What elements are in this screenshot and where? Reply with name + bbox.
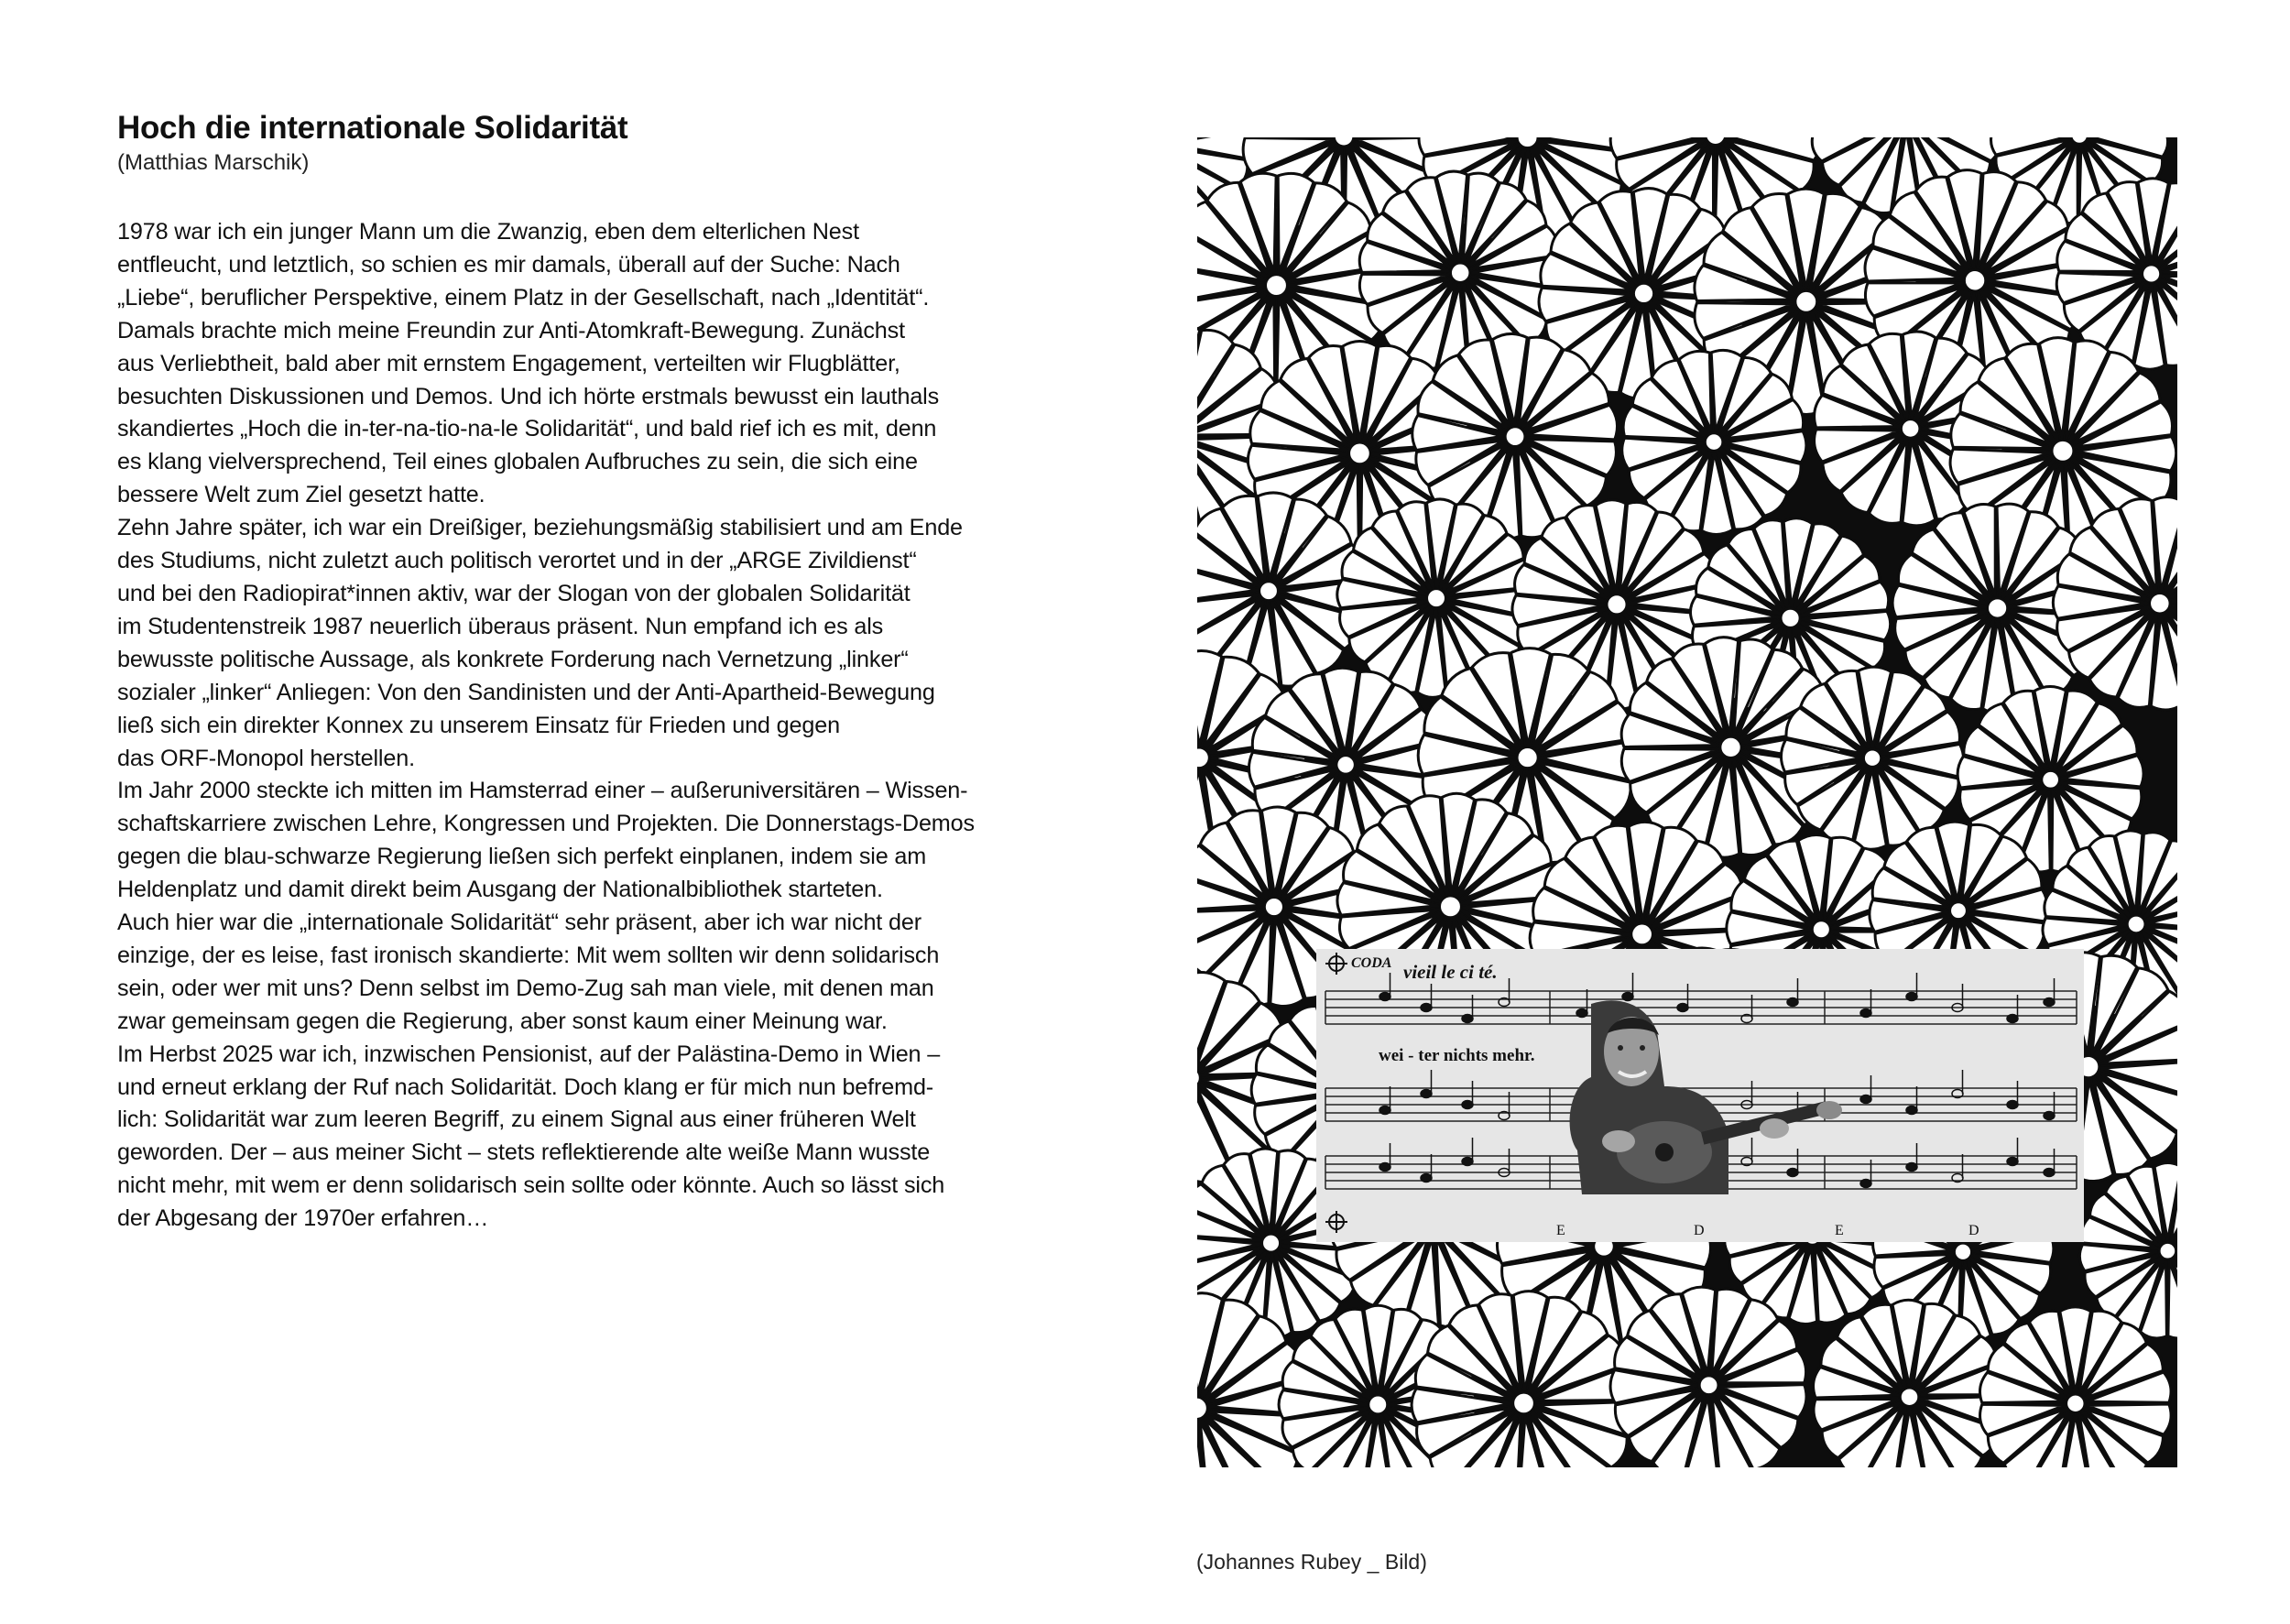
image-caption: (Johannes Rubey _ Bild) <box>1196 1550 1427 1574</box>
body-line: das ORF-Monopol herstellen. <box>117 745 415 771</box>
body-line: und bei den Radiopirat*innen aktiv, war der Slogan von der globalen Solidarität <box>117 580 911 606</box>
body-line: bessere Welt zum Ziel gesetzt hatte. <box>117 482 485 508</box>
body-line: geworden. Der – aus meiner Sicht – stets reflektierende alte weiße Mann wusste <box>117 1139 931 1166</box>
body-line: Zehn Jahre später, ich war ein Dreißiger, beziehungsmäßig stabilisiert und am Ende <box>117 515 963 541</box>
body-line: Heldenplatz und damit direkt beim Ausgang der Nationalbibliothek starteten. <box>117 877 883 903</box>
body-line: entfleucht, und letztlich, so schien es mir damals, überall auf der Suche: Nach <box>117 251 900 278</box>
chord-2: D <box>1694 1223 1705 1238</box>
article <box>117 108 1052 1236</box>
body-line: sein, oder wer mit uns? Denn selbst im Demo-Zug sah man viele, mit denen man <box>117 975 934 1001</box>
body-line: einzige, der es leise, fast ironisch skandierte: Mit wem sollten wir denn solidarisch <box>117 942 940 968</box>
body-line: und erneut erklang der Ruf nach Solidarität. Doch klang er für mich nun befremd- <box>117 1074 934 1100</box>
body-line: skandiertes „Hoch die in-ter-na-tio-na-le Solidarität“, und bald rief ich es mit, denn <box>117 416 937 442</box>
article-author: (Matthias Marschik) <box>117 150 310 175</box>
chord-3: E <box>1835 1223 1844 1238</box>
body-line: bewusste politische Aussage, als konkrete Forderung nach Vernetzung „linker“ <box>117 646 909 672</box>
lyric-line-1: vieil le ci té. <box>1403 961 1498 983</box>
body-line: schaftskarriere zwischen Lehre, Kongressen und Projekten. Die Donnerstags-Demos <box>117 811 975 837</box>
coda-label: CODA <box>1351 955 1392 971</box>
body-line: aus Verliebtheit, bald aber mit ernstem Engagement, verteilten wir Flugblätter, <box>117 350 900 376</box>
flower <box>1781 667 1963 849</box>
body-line: 1978 war ich ein junger Mann um die Zwanzig, eben dem elterlichen Nest <box>117 219 859 245</box>
flower-collage-artwork <box>1197 137 2177 1467</box>
body-line: besuchten Diskussionen und Demos. Und ich hörte erstmals bewusst ein lauthals <box>117 383 940 409</box>
body-line: „Liebe“, beruflicher Perspektive, einem Platz in der Gesellschaft, nach „Identität“. <box>117 284 930 311</box>
body-line: nicht mehr, mit wem er denn solidarisch sein sollte oder könnte. Auch so lässt sich <box>117 1172 945 1199</box>
sheet-music <box>1316 949 2084 1242</box>
chord-4: D <box>1968 1223 1979 1238</box>
flower-pattern <box>1197 137 2177 1467</box>
body-line: sozialer „linker“ Anliegen: Von den Sandinisten und der Anti-Apartheid-Bewegung <box>117 679 935 705</box>
body-line: Im Herbst 2025 war ich, inzwischen Pensionist, auf der Palästina-Demo in Wien – <box>117 1041 941 1067</box>
body-line: der Abgesang der 1970er erfahren… <box>117 1205 489 1232</box>
body-line: Damals brachte mich meine Freundin zur Anti-Atomkraft-Bewegung. Zunächst <box>117 317 905 343</box>
article-body <box>117 216 1052 1236</box>
body-line: lich: Solidarität war zum leeren Begriff, zu einem Signal aus einer früheren Welt <box>117 1106 916 1133</box>
body-line: Im Jahr 2000 steckte ich mitten im Hamsterrad einer – außeruniversitären – Wissen- <box>117 778 968 804</box>
body-line: zwar gemeinsam gegen die Regierung, aber sonst kaum einer Meinung war. <box>117 1008 888 1034</box>
body-line: im Studentenstreik 1987 neuerlich überaus präsent. Nun empfand ich es als <box>117 613 884 639</box>
chord-1: E <box>1556 1223 1565 1238</box>
body-line: es klang vielversprechend, Teil eines globalen Aufbruches zu sein, die sich eine <box>117 449 918 475</box>
body-line: ließ sich ein direkter Konnex zu unserem Einsatz für Frieden und gegen <box>117 712 840 738</box>
body-line: Auch hier war die „internationale Solidarität“ sehr präsent, aber ich war nicht der <box>117 910 921 936</box>
body-line: gegen die blau-schwarze Regierung ließen sich perfekt einplanen, indem sie am <box>117 844 927 870</box>
body-line: des Studiums, nicht zuletzt auch politisch verortet und in der „ARGE Zivildienst“ <box>117 548 917 574</box>
sheet-music-collage <box>1316 949 2084 1242</box>
article-title: Hoch die internationale Solidarität <box>117 110 628 146</box>
lyric-line-2: wei - ter nichts mehr. <box>1379 1046 1535 1065</box>
